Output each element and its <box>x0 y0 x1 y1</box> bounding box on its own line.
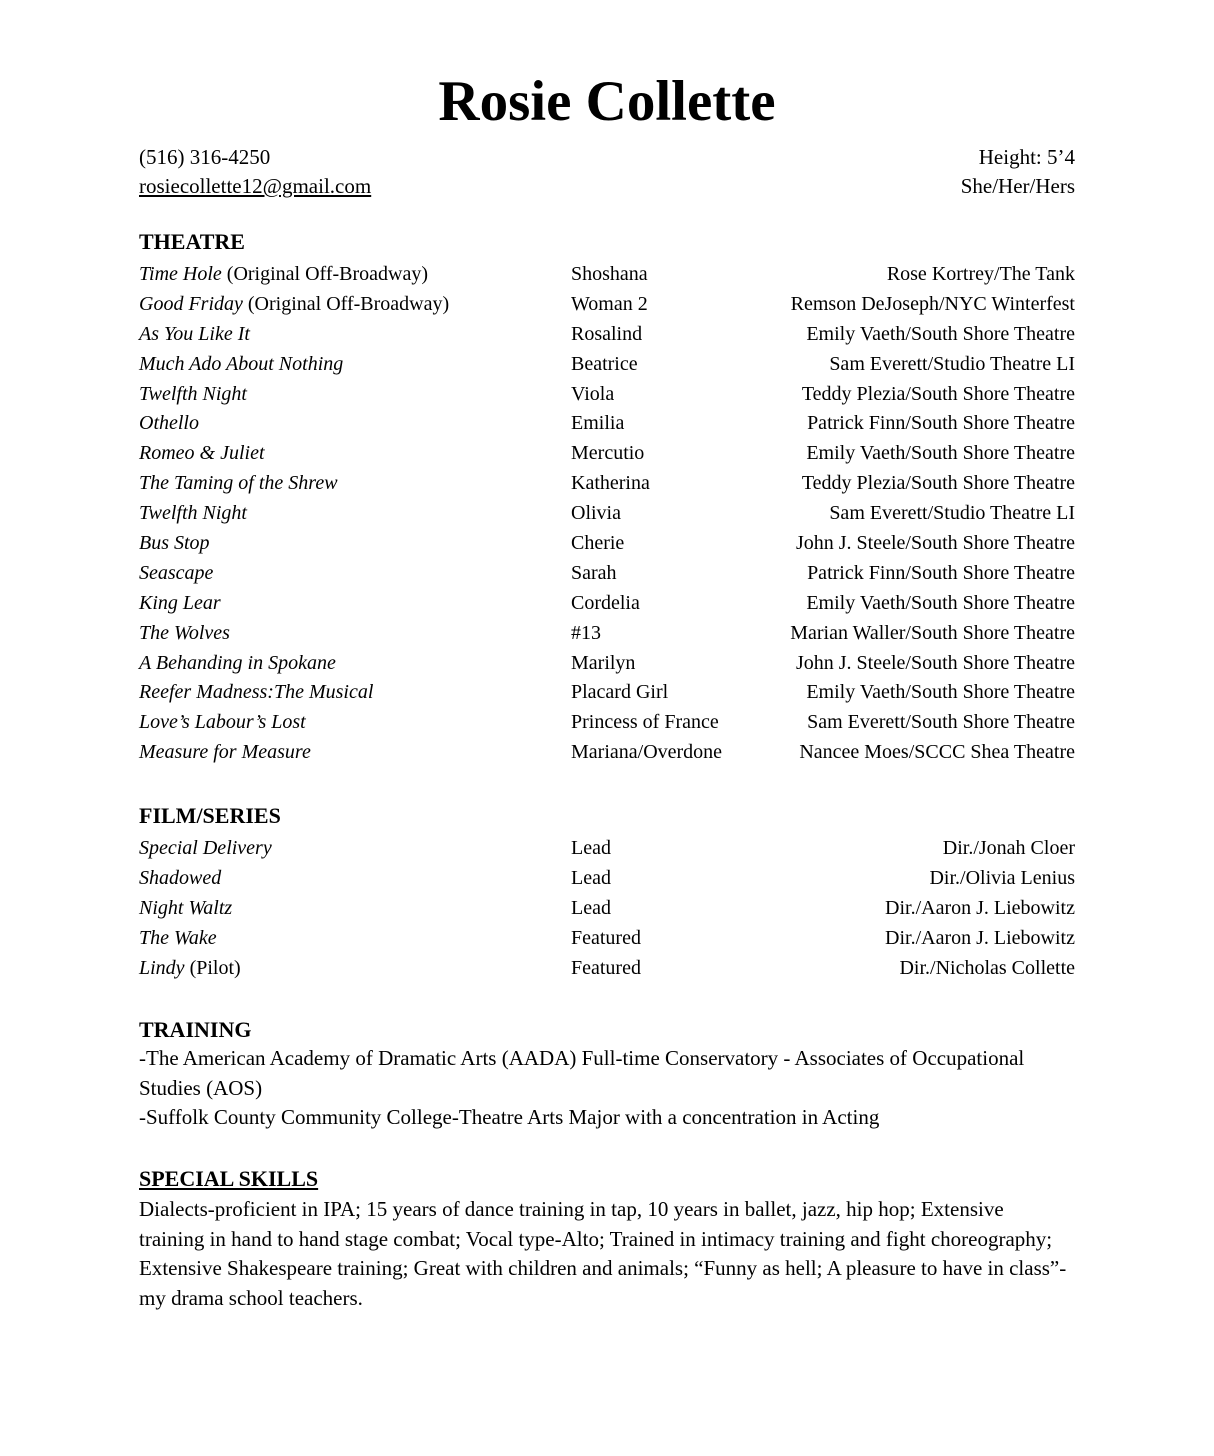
training-item: -Suffolk County Community College-Theatre Arts Major with a concentration in Acting <box>139 1105 880 1129</box>
credit-row <box>139 289 1075 319</box>
credit-title <box>139 618 230 648</box>
credit-director: Teddy Plezia/South Shore Theatre <box>801 472 1075 495</box>
credit-role: Beatrice <box>571 352 638 375</box>
production-title: Romeo & Juliet <box>139 442 265 465</box>
credit-role: Emilia <box>571 412 625 435</box>
credit-director: Nancee Moes/SCCC Shea Theatre <box>799 741 1075 764</box>
credit-title <box>139 259 428 289</box>
credit-title <box>139 408 199 438</box>
credit-director: John J. Steele/South Shore Theatre <box>795 651 1075 674</box>
credit-role: Featured <box>571 926 641 949</box>
credit-director: Rose Kortrey/The Tank <box>886 263 1075 285</box>
credit-role: Lead <box>571 837 611 859</box>
credit-row <box>139 349 1075 379</box>
credit-role: Olivia <box>571 502 621 525</box>
credit-row <box>139 737 1075 767</box>
credit-row <box>139 498 1075 528</box>
credit-row <box>139 558 1075 588</box>
height: Height: 5’4 <box>978 145 1075 169</box>
credit-title <box>139 863 221 893</box>
credit-director: Sam Everett/South Shore Theatre <box>807 711 1075 734</box>
skills-text: Dialects-proficient in IPA; 15 years of dance training in tap, 10 years in ballet, jazz, hip hop; Extensive training in hand to hand stage combat; Vocal type-Alto; Trained in intimacy training and fight choreography; Extensive Shakespeare training; Great with children and animals; “Funny as hell; A pleasure to have in class”-my drama school teachers. <box>139 1197 1067 1310</box>
credit-title <box>139 379 247 409</box>
credit-row <box>139 893 1075 923</box>
credit-row <box>139 319 1075 349</box>
production-title: Special Delivery <box>139 837 272 859</box>
production-title: Bus Stop <box>139 532 210 555</box>
credit-title <box>139 558 213 588</box>
training-heading: TRAINING <box>139 1017 252 1042</box>
credit-director: Dir./Aaron J. Liebowitz <box>885 926 1075 949</box>
credit-role: Shoshana <box>571 263 648 285</box>
credit-row <box>139 618 1075 648</box>
production-title: King Lear <box>139 591 221 614</box>
credit-role: Featured <box>571 956 641 979</box>
credit-title <box>139 677 373 707</box>
credit-row <box>139 259 1075 289</box>
credit-title <box>139 588 221 618</box>
production-note: (Pilot) <box>184 956 241 979</box>
training-item: -The American Academy of Dramatic Arts (AADA) Full-time Conservatory - Associates of Occupational Studies (AOS) <box>139 1046 1025 1100</box>
credit-director: Emily Vaeth/South Shore Theatre <box>806 681 1075 704</box>
credit-title <box>139 289 449 319</box>
credit-row <box>139 863 1075 893</box>
credit-role: Lead <box>571 896 611 919</box>
credit-title <box>139 737 311 767</box>
skills-heading: SPECIAL SKILLS <box>139 1166 319 1191</box>
production-title: Measure for Measure <box>139 741 311 764</box>
credit-role: Rosalind <box>571 322 643 345</box>
production-title: Night Waltz <box>139 896 233 919</box>
production-title: A Behanding in Spokane <box>139 651 336 674</box>
actor-name: Rosie Collette <box>438 70 776 133</box>
credit-row <box>139 468 1075 498</box>
credit-row <box>139 923 1075 953</box>
credit-role: Marilyn <box>571 651 636 674</box>
credit-director: Emily Vaeth/South Shore Theatre <box>806 322 1075 345</box>
production-title: The Taming of the Shrew <box>139 472 338 495</box>
credit-director: Emily Vaeth/South Shore Theatre <box>806 591 1075 614</box>
credit-role: #13 <box>571 621 601 644</box>
credit-row <box>139 379 1075 409</box>
credit-title <box>139 833 272 863</box>
credit-director: Emily Vaeth/South Shore Theatre <box>806 442 1075 465</box>
film-credits <box>139 833 1075 982</box>
credit-row <box>139 833 1075 863</box>
credit-role: Katherina <box>571 472 650 495</box>
credit-director: Teddy Plezia/South Shore Theatre <box>801 382 1075 405</box>
phone-number: (516) 316-4250 <box>139 145 271 169</box>
credit-director: John J. Steele/South Shore Theatre <box>795 532 1075 555</box>
credit-title <box>139 349 343 379</box>
credit-director: Sam Everett/Studio Theatre LI <box>829 502 1075 525</box>
theatre-credits <box>139 259 1075 767</box>
physical-info <box>961 143 1075 201</box>
credit-director: Patrick Finn/South Shore Theatre <box>807 561 1075 584</box>
film-heading: FILM/SERIES <box>139 803 281 828</box>
credit-title <box>139 707 306 737</box>
contact-info <box>139 143 371 201</box>
credit-title <box>139 953 241 983</box>
credit-director: Dir./Olivia Lenius <box>929 866 1075 889</box>
production-title: Seascape <box>139 561 214 584</box>
credit-role: Placard Girl <box>571 681 669 704</box>
credit-row <box>139 588 1075 618</box>
credit-role: Mariana/Overdone <box>571 741 723 764</box>
production-title: Shadowed <box>139 866 222 889</box>
pronouns: She/Her/Hers <box>960 174 1075 198</box>
credit-director: Sam Everett/Studio Theatre LI <box>829 352 1075 375</box>
email-link[interactable]: rosiecollette12@gmail.com <box>139 174 372 198</box>
credit-row <box>139 438 1075 468</box>
credit-role: Mercutio <box>571 442 645 465</box>
production-title: Twelfth Night <box>139 382 247 405</box>
credit-role: Lead <box>571 866 611 889</box>
credit-title <box>139 528 210 558</box>
credit-title <box>139 923 217 953</box>
credit-row <box>139 953 1075 983</box>
credit-director: Remson DeJoseph/NYC Winterfest <box>790 292 1075 315</box>
credit-director: Dir./Aaron J. Liebowitz <box>885 896 1075 919</box>
production-title: Love’s Labour’s Lost <box>139 711 306 734</box>
production-title: Much Ado About Nothing <box>139 352 344 375</box>
production-title: Time Hole <box>139 263 222 285</box>
production-title: As You Like It <box>139 322 250 345</box>
credit-title <box>139 893 232 923</box>
theatre-heading: THEATRE <box>139 229 245 254</box>
credit-title <box>139 468 338 498</box>
credit-director: Dir./Nicholas Collette <box>899 956 1075 979</box>
credit-director: Marian Waller/South Shore Theatre <box>790 621 1075 644</box>
production-title: Reefer Madness:The Musical <box>139 681 374 704</box>
credit-role: Cordelia <box>571 591 640 614</box>
credit-row <box>139 677 1075 707</box>
credit-title <box>139 319 250 349</box>
credit-director: Patrick Finn/South Shore Theatre <box>807 412 1075 435</box>
credit-row <box>139 408 1075 438</box>
credit-role: Sarah <box>571 561 617 584</box>
credit-role: Princess of France <box>571 711 719 734</box>
credit-role: Viola <box>571 382 615 405</box>
credit-role: Cherie <box>571 532 625 555</box>
production-title: Twelfth Night <box>139 502 247 525</box>
credit-title <box>139 648 336 678</box>
credit-role: Woman 2 <box>571 292 648 315</box>
credit-title <box>139 498 247 528</box>
production-title: The Wake <box>139 926 217 949</box>
credit-title <box>139 438 265 468</box>
credit-director: Dir./Jonah Cloer <box>942 837 1075 859</box>
production-title: The Wolves <box>139 621 230 644</box>
production-note: (Original Off-Broadway) <box>221 263 429 285</box>
production-note: (Original Off-Broadway) <box>242 292 450 315</box>
credit-row <box>139 528 1075 558</box>
production-title: Lindy <box>139 956 185 979</box>
production-title: Good Friday <box>139 292 243 315</box>
credit-row <box>139 707 1075 737</box>
production-title: Othello <box>139 412 199 435</box>
credit-row <box>139 648 1075 678</box>
